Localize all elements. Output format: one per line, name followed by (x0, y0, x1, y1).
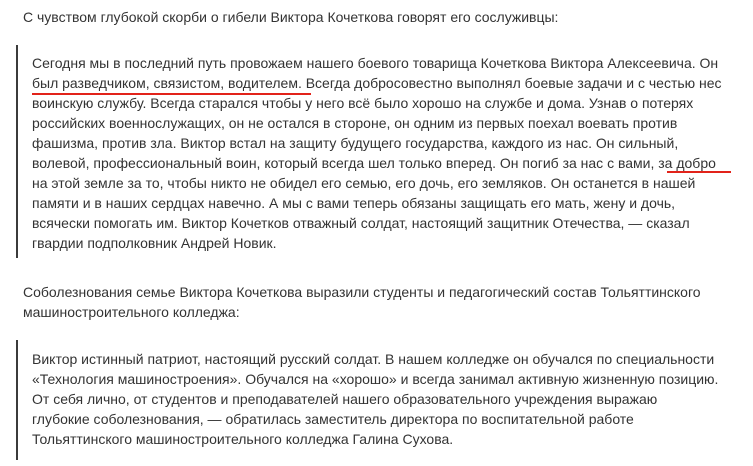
quote1-line: гвардии подполковник Андрей Новик. (32, 235, 277, 251)
quote2-line: От себя лично, от студентов и преподавателей нашего образовательного учреждения выражаю (32, 391, 658, 407)
quote2-line: «Технология машиностроения». Обучался на «хорошо» и всегда занимал активную жизненную позицию. (32, 371, 719, 387)
quote-soldiers-text (32, 53, 732, 253)
quote1-line: всячески помогать им. Виктор Кочетков отважный солдат, настоящий защитник Отечества, — сказал (32, 215, 690, 231)
highlight-underline (667, 171, 731, 173)
highlight-underline (32, 93, 311, 95)
intro-paragraph (23, 7, 733, 27)
quote1-line: воинскую службу. Всегда старался чтобы у него всё было хорошо на службе и дома. Узнав о потерях (32, 95, 694, 111)
quote-block-college (16, 340, 18, 460)
middle-line: машиностроительного колледжа: (23, 304, 240, 320)
quote2-line: Виктор истинный патриот, настоящий русский солдат. В нашем колледже он обучался по специальности (32, 351, 715, 367)
quote1-line: Сегодня мы в последний путь провожаем нашего боевого товарища Кочеткова Виктора Алексеевича. Он (32, 55, 719, 71)
quote1-line: фашизма, против зла. Виктор встал на защиту будущего государства, каждого из нас. Он сильный, (32, 135, 679, 151)
quote-college-text (32, 349, 732, 449)
middle-paragraph (23, 282, 733, 322)
quote2-line: Тольяттинского машиностроительного колледжа Галина Сухова. (32, 431, 454, 447)
quote2-line: глубокие соболезнования, — обратилась заместитель директора по воспитательной работе (32, 411, 634, 427)
quote1-line: на этой земле за то, чтобы никто не обидел его семью, его дочь, его земляков. Он останется в нашей (32, 175, 696, 191)
quote1-line: был разведчиком, связистом, водителем. Всегда добросовестно выполнял боевые задачи и с честью нес (32, 75, 722, 91)
quote-block-soldiers (16, 45, 18, 258)
quote1-line: волевой, профессиональный воин, который всегда шел только вперед. Он погиб за нас с вами, за добро (32, 155, 716, 171)
intro-line: С чувством глубокой скорби о гибели Виктора Кочеткова говорят его сослуживцы: (23, 9, 559, 25)
quote1-line: российских военнослужащих, он не остался в стороне, он одним из первых поехал воевать против (32, 115, 678, 131)
middle-line: Соболезнования семье Виктора Кочеткова выразили студенты и педагогический состав Тольяттинского (23, 284, 701, 300)
quote1-line: памяти и в наших сердцах навечно. А мы с вами теперь обязаны защищать его мать, жену и дочь, (32, 195, 676, 211)
